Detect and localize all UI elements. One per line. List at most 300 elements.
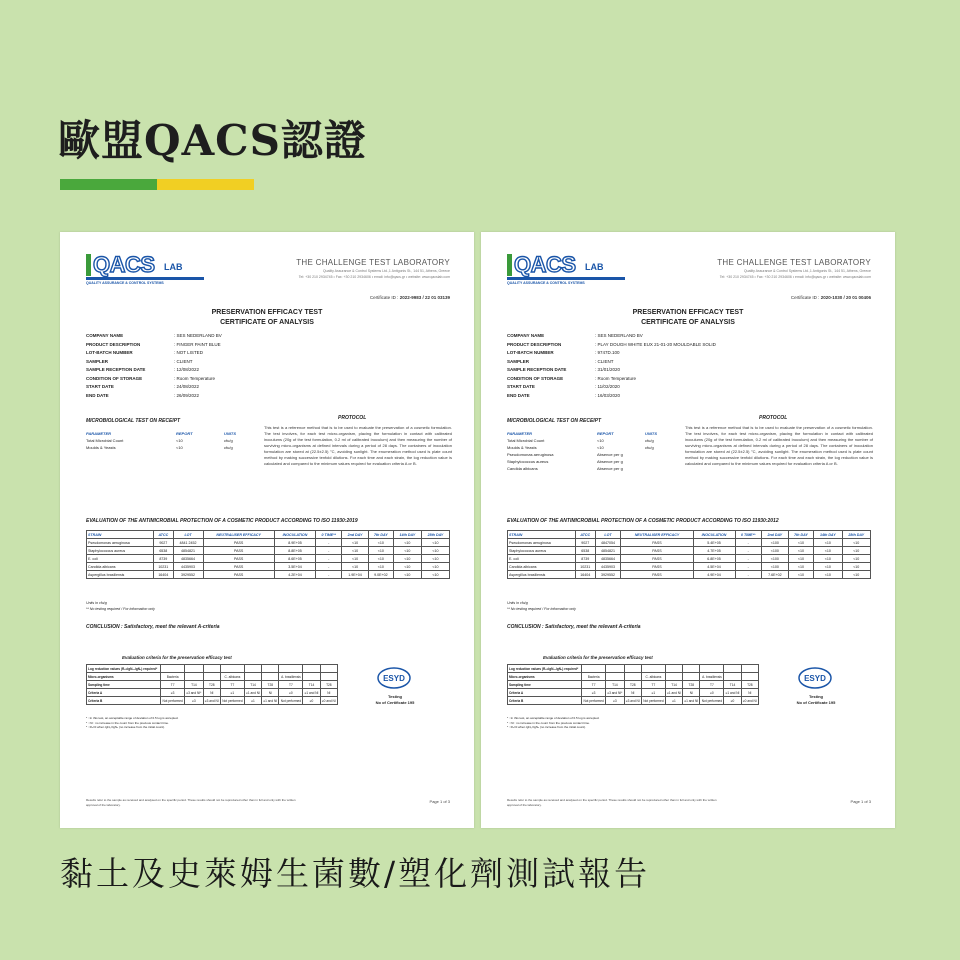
document-title-line-1: PRESERVATION EFFICACY TEST [632,309,744,316]
accent-bar-yellow [157,179,254,190]
criteria-table-cell: ≥0 [724,697,741,705]
evaluation-table-cell: PASS [203,547,274,555]
page-caption: 黏土及史萊姆生菌數/塑化劑測試報告 [60,854,651,893]
certificate-id-value: 2020-1030 / 20 01 00406 [820,295,871,300]
criteria-notes [86,716,178,730]
criteria-table-cell: ≥3 [606,697,625,705]
criteria-table-cell [606,665,625,673]
criteria-table-row [508,673,759,681]
evaluation-table-cell: 16404 [154,571,173,579]
evaluation-table-cell: - [735,547,761,555]
info-label: COMPANY NAME [86,333,124,338]
micro-table-row [507,465,675,472]
info-row-company [507,332,716,341]
info-sep: : [174,384,177,389]
micro-table-row [507,458,675,465]
esyd-caption [781,694,851,706]
evaluation-col-header: 14th DAY [393,531,421,539]
qacs-logo-lab: LAB [585,262,604,272]
evaluation-table-cell: PASS [621,571,693,579]
protocol-text: This test is a reference method that is to be used to evaluate the preservation of a cosmetic formulation. The test involves, for each test micro-organism, placing the formulation in contact with calibrated inoculums (20g of the test formulation, 0.2 ml of calibrated inoculum) and then measuring the number of surviving micro-organisms at defined intervals during a period of 28 days. The containers of inoculation formulation are stored at (22.5±2.5) °C, avoiding sunlight. The enumeration method used is plate count method by making successive tenfold dilutions. For each time and each strain, the log reduction value is calculated and compared to the minimum values required for evaluation criteria A or B. [685,425,873,466]
info-row-sampler [507,358,716,367]
info-row-reception [86,366,222,375]
protocol-text: This test is a reference method that is to be used to evaluate the preservation of a cosmetic formulation. The test involves, for each test micro-organism, placing the formulation in contact with calibrated inoculums (20g of the test formulation, 0.2 ml of calibrated inoculum) and then measuring the number of surviving micro-organisms at defined intervals during a period of 28 days. The containers of inoculation formulation are stored at (22.5±2.5) °C, avoiding sunlight. The enumeration method used is plate count method by making successive tenfold dilutions. For each time and each strain, the log reduction value is calculated and compared to the minimum values required for evaluation criteria A or B. [264,425,452,466]
evaluation-col-header: 2nd DAY [761,531,788,539]
criteria-table-cell: ≥0 and NI [321,698,336,703]
accent-bar-green [60,179,157,190]
criteria-table-row [508,681,759,689]
info-sep: : [595,375,598,381]
evaluation-table-cell: Staphylococcus aureus [508,547,576,555]
evaluation-table-cell: <10 [368,563,393,571]
criteria-table [86,664,338,705]
evaluation-table-cell: - [316,571,342,579]
criteria-table-cell: T7 [582,681,606,689]
criteria-table-cell [262,665,279,673]
criteria-table-cell [244,673,261,681]
criteria-table-cell: C. albicans [641,673,665,681]
evaluation-table-cell: - [735,555,761,563]
info-sep: : [174,358,177,364]
info-label: END DATE [86,392,109,398]
info-row-storage [507,375,716,384]
evaluation-table-row [87,563,450,571]
criteria-table-cell [665,673,682,681]
criteria-table-cell [665,665,682,673]
lab-name: THE CHALLENGE TEST LABORATORY [717,258,871,267]
info-value: 16/03/2020 [597,392,621,398]
criteria-table-cell: ≥1 and NI [304,690,319,695]
criteria-note: * : In this test, an acceptable range of deviation of 0.5 log is accepted. [86,716,179,720]
criteria-notes [507,716,599,730]
micro-table-cell: cfu/g [645,445,654,450]
info-sep: : [595,350,598,355]
criteria-table-body [508,665,759,705]
info-label: SAMPLER [507,358,530,364]
micro-table-cell [645,451,675,458]
micro-table-body [86,437,254,451]
evaluation-table-cell: <10 [368,539,393,547]
logo-stripe [86,277,204,280]
qacs-logo [86,252,206,285]
micro-table-cell: <10 [597,438,604,443]
evaluation-table-row [508,563,871,571]
criteria-note: * : NI : no increase in the count from the previous contact time. [86,720,169,725]
evaluation-table-cell: <10 [421,563,449,571]
criteria-table-cell: NI [683,689,700,697]
micro-table-cell: Moulds & Yeasts [507,445,537,450]
criteria-table-cell: T7 [161,681,185,689]
info-row-product [86,341,222,350]
evaluation-table-cell: <100 [761,547,788,555]
evaluation-table-cell: 4435903 [595,563,621,571]
micro-heading: MICROBIOLOGICAL TEST ON RECEIPT [86,418,181,424]
info-sep: : [595,367,598,372]
criteria-table-cell [203,673,220,681]
document-title-line-2: CERTIFICATE OF ANALYSIS [220,319,314,326]
evaluation-table-cell: <10 [814,571,842,579]
info-label: START DATE [507,384,535,389]
info-value: 26/09/2022 [176,392,200,398]
evaluation-table-body [87,539,450,579]
info-row-sampler [86,358,222,367]
micro-col-header: PARAMETER [507,431,533,436]
evaluation-table-cell: 8.8E+05 [274,547,315,555]
certificate-id [370,295,450,300]
protocol-heading: PROTOCOL [338,415,367,421]
esyd-accreditation-logo [797,666,833,690]
qacs-logo-text: QACS [93,252,155,277]
evaluation-table-cell: <10 [421,539,449,547]
evaluation-col-header: 28th DAY [842,531,870,539]
evaluation-col-header: 2nd DAY [342,531,369,539]
info-sep: : [174,367,177,372]
evaluation-table-row [508,547,871,555]
info-value: Room Temperature [176,375,215,381]
criteria-table-cell: T28 [741,681,758,689]
info-label: LOT-BATCH NUMBER [86,350,133,355]
info-value: 11/02/2020 [597,384,620,389]
evaluation-table-cell: Pseudomonas aeruginosa [508,539,576,547]
evaluation-table-cell: 8.6E+05 [274,555,315,563]
criteria-table-cell: T14 [244,681,261,689]
info-row-product [507,341,716,350]
micro-table-cell: Candida albicans [507,466,538,471]
criteria-table-cell: Log reduction values (Rₓ=lgN₀-lgNₓ) required* [508,665,582,673]
micro-table-cell: Absence per g [597,452,623,457]
lab-address: Quality Assurance & Control Systems Ltd.,1 Antigonis St., 144 51, Athens, Greece [743,269,871,273]
evaluation-notes [507,600,576,612]
evaluation-col-header: LOT [595,531,621,539]
esyd-logo-text: ESYD [804,674,826,683]
info-row-end [86,392,222,401]
info-row-company [86,332,222,341]
evaluation-table-cell: Candida albicans [87,563,154,571]
evaluation-table-cell: 8.9E+05 [274,539,315,547]
evaluation-col-header: 14th DAY [814,531,842,539]
criteria-table-cell: Sampling time [508,681,582,689]
criteria-table-cell [724,665,741,673]
evaluation-table-cell: <10 [368,547,393,555]
evaluation-col-header: INOCULATION [693,531,735,539]
sample-info [507,332,716,400]
evaluation-col-header: NEUTRALISER EFFICACY [203,531,274,539]
evaluation-table-cell: <10 [788,571,813,579]
evaluation-table-cell: Aspergillus brasiliensis [87,571,154,579]
micro-table-cell: <10 [176,438,183,443]
criteria-table-row [508,665,759,673]
evaluation-table-row [508,555,871,563]
criteria-table-cell: NI [262,689,279,697]
criteria-table-cell: T14 [606,681,625,689]
evaluation-table-cell: 9.0E+02 [368,571,393,579]
micro-table-cell: <10 [176,445,183,450]
evaluation-table-cell: 3929552 [595,571,621,579]
micro-table [507,430,675,472]
esyd-caption-line-1: Testing [809,694,823,699]
criteria-table-cell: ≥1 [665,697,682,705]
micro-table-body [507,437,675,472]
micro-table-row [86,444,254,451]
document-title [481,308,895,328]
criteria-table-row [87,681,338,689]
criteria-table-cell: Criteria A [508,689,582,697]
evaluation-table-cell: <10 [393,555,421,563]
criteria-table-cell: ≥3 and NI* [607,690,623,695]
criteria-note: * : Rₓ=0 when lgN₀=lgNₓ (no increase from the initial count). [507,725,586,729]
criteria-table-row [87,697,338,705]
micro-table-row [507,451,675,458]
micro-table-cell: Absence per g [597,459,623,464]
micro-table-cell [645,458,675,465]
certificate-document-1 [60,232,474,828]
info-value: PLAY DOUGH WHITE EUX 21-01-20 MOULDABLE SOLID [597,341,716,347]
criteria-table-cell: Not performed [162,698,183,703]
lab-address: Quality Assurance & Control Systems Ltd.,1 Antigonis St., 144 51, Athens, Greece [322,269,450,273]
esyd-accreditation-logo [376,666,412,690]
info-value: FINGER PAINT BLUE [176,341,221,347]
info-row-start [507,383,716,392]
criteria-note: * : In this test, an acceptable range of deviation of 0.5 log is accepted. [507,716,600,720]
info-sep: : [595,392,598,398]
criteria-table-cell: Not performed [643,698,664,703]
evaluation-table-row [87,571,450,579]
evaluation-table-cell: Staphylococcus aureus [87,547,154,555]
info-sep: : [174,341,177,347]
evaluation-table-header [87,531,450,539]
info-label: SAMPLER [86,358,109,364]
evaluation-table-cell: 16404 [575,571,595,579]
criteria-table-cell: T7 [220,681,244,689]
info-value: Room Temperature [597,375,636,381]
criteria-table-cell: ≥1 [641,689,665,697]
criteria-table-row [87,689,338,697]
evaluation-table-row [508,539,871,547]
document-title-line-2: CERTIFICATE OF ANALYSIS [641,319,735,326]
criteria-table-cell [303,673,320,681]
criteria-table-cell: T14 [665,681,682,689]
criteria-table-cell: Micro-organisms [508,673,582,681]
evaluation-table-header [508,531,871,539]
info-value: NOT LISTED [176,350,203,355]
page-number: Page 1 of 3 [429,799,450,804]
criteria-table-cell [185,673,204,681]
evaluation-table-cell: 3.5E+04 [274,563,315,571]
criteria-table-cell [185,665,204,673]
micro-table-cell: cfu/g [224,438,233,443]
criteria-table-cell [724,673,741,681]
criteria-note: * : Rₓ=0 when lgN₀=lgNₓ (no increase from the initial count). [86,725,165,729]
evaluation-table-cell: PASS [621,539,693,547]
evaluation-notes [86,600,155,612]
micro-table-cell: Total Microbial Count [507,438,545,443]
micro-table-cell: Absence per g [597,466,623,471]
info-value: CLIENT [597,358,614,364]
criteria-table-cell [683,665,700,673]
evaluation-table-cell: 6538 [575,547,595,555]
criteria-table-cell: NI [320,689,337,697]
criteria-table-cell [700,665,724,673]
micro-table-cell [645,465,675,472]
info-row-reception [507,366,716,375]
evaluation-table-cell: PASS [203,555,274,563]
evaluation-table-cell: 10231 [154,563,173,571]
evaluation-table-cell: - [316,563,342,571]
criteria-table-cell [741,665,758,673]
info-label: CONDITION OF STORAGE [86,375,143,381]
evaluation-note-units: Units in cfu/g [86,601,107,605]
micro-table-cell: Total Microbial Count [86,438,124,443]
micro-col-header: REPORT [176,431,193,436]
criteria-table-cell: T7 [279,681,303,689]
criteria-heading: Evaluation criteria for the preservation efficacy test [543,655,653,660]
info-row-start [86,383,222,392]
criteria-table-cell [741,673,758,681]
evaluation-col-header: LOT [173,531,203,539]
criteria-table-cell: ≥3 [185,697,204,705]
criteria-table-cell: ≥1 and NI [667,690,681,695]
info-value: 12/08/2022 [176,367,200,372]
criteria-table-cell [320,665,337,673]
evaluation-heading: EVALUATION OF THE ANTIMICROBIAL PROTECTION OF A COSMETIC PRODUCT ACCORDING TO ISO 11930:2019 [86,518,358,524]
info-sep: : [174,333,177,338]
criteria-table-cell: ≥1 and NI [263,698,278,703]
evaluation-table-cell: <10 [842,539,870,547]
evaluation-note-units: Units in cfu/g [507,601,528,605]
evaluation-table-body [508,539,871,579]
evaluation-table-cell: 1.9E+04 [342,571,369,579]
certificate-id-label: Certificate ID : [790,295,820,300]
info-row-lot [507,349,716,358]
evaluation-table-cell: <10 [814,563,842,571]
criteria-table-cell: ≥1 and NI [246,690,260,695]
evaluation-col-header: INOCULATION [274,531,315,539]
criteria-table-row [508,689,759,697]
criteria-table-cell [203,665,220,673]
logo-green-block [507,254,512,276]
evaluation-table-row [87,555,450,563]
evaluation-table-cell: <10 [342,555,369,563]
info-sep: : [174,392,177,398]
evaluation-table-cell: PASS [621,563,693,571]
criteria-table-cell: ≥1 and NI [684,698,699,703]
evaluation-table-cell: - [735,571,761,579]
qacs-logo-lab: LAB [164,262,183,272]
info-value: 9747D.100 [597,350,620,355]
criteria-table-cell [582,665,606,673]
criteria-table-cell: ≥0 [303,697,320,705]
info-label: PRODUCT DESCRIPTION [86,341,141,347]
evaluation-table-cell: PASS [203,539,274,547]
evaluation-table-cell: <10 [342,539,369,547]
criteria-table-cell: ≥0 [279,689,303,697]
info-label: START DATE [86,384,114,389]
evaluation-table-cell: - [735,563,761,571]
criteria-table [507,664,759,705]
certificate-id-value: 2022-9983 / 22 01 03139 [399,295,450,300]
evaluation-table [86,530,450,579]
evaluation-table-cell: <10 [421,547,449,555]
evaluation-table-cell: <10 [814,547,842,555]
micro-table-header [507,430,675,437]
evaluation-table-cell: <10 [842,563,870,571]
evaluation-table-cell: 6.8E+05 [693,555,735,563]
criteria-table-cell [244,665,261,673]
info-sep: : [595,341,598,347]
info-value: 31/01/2020 [597,367,621,372]
evaluation-table-cell: 3929552 [173,571,203,579]
micro-table-row [507,437,675,444]
evaluation-table-cell: 4835664 [173,555,203,563]
info-sep: : [595,358,598,364]
evaluation-table-cell: - [316,539,342,547]
criteria-table-cell [320,673,337,681]
criteria-table-cell: Criteria B [87,697,161,705]
criteria-table-cell [220,665,244,673]
criteria-table-cell: T28 [262,681,279,689]
criteria-table-cell: T28 [203,681,220,689]
criteria-table-cell: Bacteria [161,673,185,681]
criteria-table-cell: T28 [320,681,337,689]
evaluation-table-cell: 4.5E+04 [693,563,735,571]
lab-name: THE CHALLENGE TEST LABORATORY [296,258,450,267]
info-label: END DATE [507,392,530,398]
evaluation-table-cell: <10 [421,555,449,563]
conclusion: CONCLUSION : Satisfactory, meet the relevant A-criteria [86,624,220,630]
criteria-table-cell [641,665,665,673]
certificate-id [791,295,871,300]
conclusion: CONCLUSION : Satisfactory, meet the relevant A-criteria [507,624,641,630]
criteria-table-row [508,697,759,705]
certificate-document-2 [481,232,895,828]
evaluation-table-cell: 8739 [154,555,173,563]
criteria-table-row [87,673,338,681]
criteria-table-cell: ≥0 [700,689,724,697]
micro-col-header: REPORT [597,431,614,436]
lab-contact: Tel: +30 210 2934745 • Fax: +30 210 2934606 • email: info@qacs.gr • website: www.qacslab.com [719,275,871,279]
evaluation-table-cell: Aspergillus brasiliensis [508,571,576,579]
micro-table-header [86,430,254,437]
criteria-table-cell: ≥1 and NI [725,690,740,695]
logo-tagline: QUALITY ASSURANCE & CONTROL SYSTEMS [86,281,164,285]
criteria-table-cell: T7 [700,681,724,689]
evaluation-table-cell: 9027 [575,539,595,547]
criteria-table-cell: ≥1 [244,697,261,705]
micro-table-cell: Pseudomonas aeruginosa [507,452,554,457]
info-sep: : [595,333,598,338]
criteria-table-cell [303,665,320,673]
esyd-caption-line-2: No of Certificate 195 [375,700,415,705]
evaluation-table-cell: E. coli [508,555,576,563]
evaluation-table-cell: <10 [421,571,449,579]
protocol-heading: PROTOCOL [759,415,788,421]
criteria-table-cell: T14 [303,681,320,689]
page-title: 歐盟QACS認證 [58,116,367,165]
micro-table-cell: cfu/g [645,438,654,443]
evaluation-col-header: NEUTRALISER EFFICACY [621,531,693,539]
micro-table [86,430,254,451]
micro-col-header: UNITS [224,431,236,436]
document-title-line-1: PRESERVATION EFFICACY TEST [211,309,323,316]
criteria-table-cell: NI [203,689,220,697]
info-row-lot [86,349,222,358]
esyd-caption [360,694,430,706]
evaluation-table-cell: 4.9E+04 [693,571,735,579]
evaluation-table-cell: <10 [393,563,421,571]
logo-green-block [86,254,91,276]
qacs-logo [507,252,627,285]
micro-col-header: PARAMETER [86,431,112,436]
